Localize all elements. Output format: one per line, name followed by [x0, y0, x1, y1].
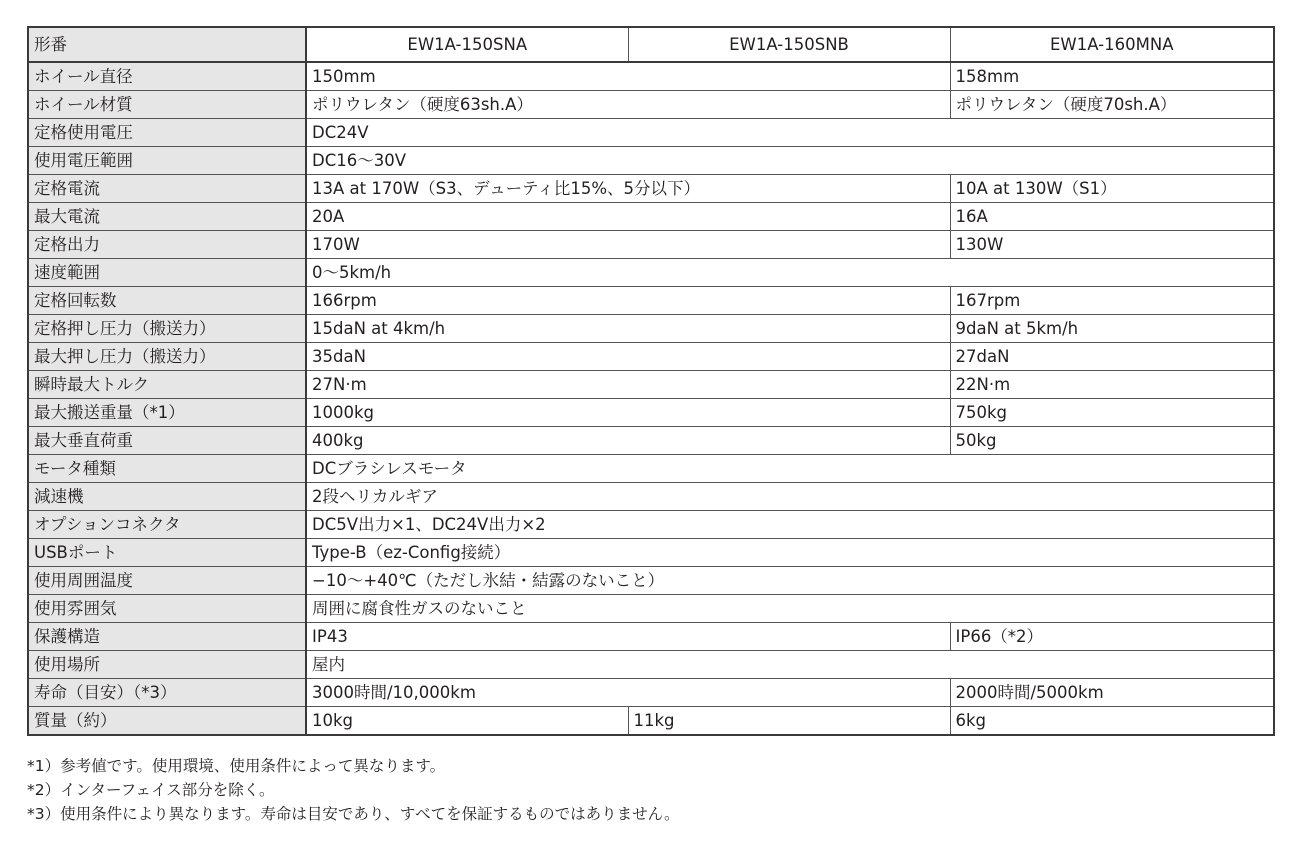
row-label: 使用電圧範囲	[28, 147, 306, 175]
value-cell: 13A at 170W（S3、デューティ比15%、5分以下）	[306, 175, 950, 203]
table-row	[28, 231, 1274, 259]
row-label: モータ種類	[28, 455, 306, 483]
table-row	[28, 651, 1274, 679]
row-label: 最大垂直荷重	[28, 427, 306, 455]
value-cell: 2000時間/5000km	[950, 679, 1274, 707]
value-cell: 11kg	[628, 707, 950, 736]
table-row	[28, 567, 1274, 595]
header-model: EW1A-150SNA	[306, 27, 628, 62]
table-row	[28, 707, 1274, 736]
footnotes	[27, 754, 680, 826]
row-label: 定格使用電圧	[28, 119, 306, 147]
table-row	[28, 679, 1274, 707]
spec-table	[27, 26, 1275, 736]
value-cell: 20A	[306, 203, 950, 231]
value-cell: 15daN at 4km/h	[306, 315, 950, 343]
value-cell: 2段ヘリカルギア	[306, 483, 1274, 511]
header-model: EW1A-150SNB	[628, 27, 950, 62]
table-row	[28, 259, 1274, 287]
table-row	[28, 119, 1274, 147]
row-label: ホイール直径	[28, 62, 306, 91]
row-label: 質量（約）	[28, 707, 306, 736]
value-cell: Type-B（ez-Config接続）	[306, 539, 1274, 567]
value-cell: 1000kg	[306, 399, 950, 427]
table-row	[28, 343, 1274, 371]
value-cell: 10kg	[306, 707, 628, 736]
value-cell: 9daN at 5km/h	[950, 315, 1274, 343]
value-cell: DC16～30V	[306, 147, 1274, 175]
table-row	[28, 595, 1274, 623]
value-cell: 22N·m	[950, 371, 1274, 399]
value-cell: DC24V	[306, 119, 1274, 147]
table-row	[28, 539, 1274, 567]
row-label: USBポート	[28, 539, 306, 567]
value-cell: 16A	[950, 203, 1274, 231]
value-cell: 0～5km/h	[306, 259, 1274, 287]
value-cell: DCブラシレスモータ	[306, 455, 1274, 483]
value-cell: 150mm	[306, 62, 950, 91]
value-cell: 400kg	[306, 427, 950, 455]
value-cell: 6kg	[950, 707, 1274, 736]
value-cell: IP66（*2）	[950, 623, 1274, 651]
value-cell: 27daN	[950, 343, 1274, 371]
header-label: 形番	[28, 27, 306, 62]
row-label: オプションコネクタ	[28, 511, 306, 539]
row-label: 使用周囲温度	[28, 567, 306, 595]
footnote: *1）参考値です。使用環境、使用条件によって異なります。	[27, 757, 446, 775]
row-label: 最大押し圧力（搬送力）	[28, 343, 306, 371]
value-cell: 3000時間/10,000km	[306, 679, 950, 707]
value-cell: 周囲に腐食性ガスのないこと	[306, 595, 1274, 623]
value-cell: DC5V出力×1、DC24V出力×2	[306, 511, 1274, 539]
value-cell: 35daN	[306, 343, 950, 371]
row-label: 保護構造	[28, 623, 306, 651]
value-cell: −10～+40℃（ただし氷結・結露のないこと）	[306, 567, 1274, 595]
value-cell: 158mm	[950, 62, 1274, 91]
table-row	[28, 455, 1274, 483]
value-cell: IP43	[306, 623, 950, 651]
value-cell: 130W	[950, 231, 1274, 259]
footnote: *3）使用条件により異なります。寿命は目安であり、すべてを保証するものではありません。	[27, 805, 680, 823]
value-cell: 10A at 130W（S1）	[950, 175, 1274, 203]
row-label: 使用雰囲気	[28, 595, 306, 623]
row-label: 寿命（目安）（*3）	[28, 679, 306, 707]
row-label: 最大搬送重量（*1）	[28, 399, 306, 427]
table-body	[28, 62, 1274, 735]
table-row	[28, 203, 1274, 231]
value-cell: 166rpm	[306, 287, 950, 315]
value-cell: 170W	[306, 231, 950, 259]
row-label: 減速機	[28, 483, 306, 511]
footnote: *2）インターフェイス部分を除く。	[27, 781, 275, 799]
row-label: 定格出力	[28, 231, 306, 259]
table-row	[28, 399, 1274, 427]
value-cell: 屋内	[306, 651, 1274, 679]
table-row	[28, 511, 1274, 539]
table-row	[28, 62, 1274, 91]
table-row	[28, 175, 1274, 203]
row-label: 使用場所	[28, 651, 306, 679]
table-row	[28, 315, 1274, 343]
value-cell: 27N·m	[306, 371, 950, 399]
row-label: 最大電流	[28, 203, 306, 231]
table-row	[28, 147, 1274, 175]
value-cell: 167rpm	[950, 287, 1274, 315]
table-row	[28, 371, 1274, 399]
row-label: 定格押し圧力（搬送力）	[28, 315, 306, 343]
value-cell: ポリウレタン（硬度70sh.A）	[950, 91, 1274, 119]
value-cell: 750kg	[950, 399, 1274, 427]
table-header-row	[28, 27, 1274, 62]
row-label: 定格回転数	[28, 287, 306, 315]
table-row	[28, 91, 1274, 119]
row-label: 定格電流	[28, 175, 306, 203]
table-row	[28, 287, 1274, 315]
header-model: EW1A-160MNA	[950, 27, 1274, 62]
value-cell: 50kg	[950, 427, 1274, 455]
table-row	[28, 623, 1274, 651]
row-label: 速度範囲	[28, 259, 306, 287]
value-cell: ポリウレタン（硬度63sh.A）	[306, 91, 950, 119]
row-label: ホイール材質	[28, 91, 306, 119]
table-row	[28, 483, 1274, 511]
table-row	[28, 427, 1274, 455]
row-label: 瞬時最大トルク	[28, 371, 306, 399]
